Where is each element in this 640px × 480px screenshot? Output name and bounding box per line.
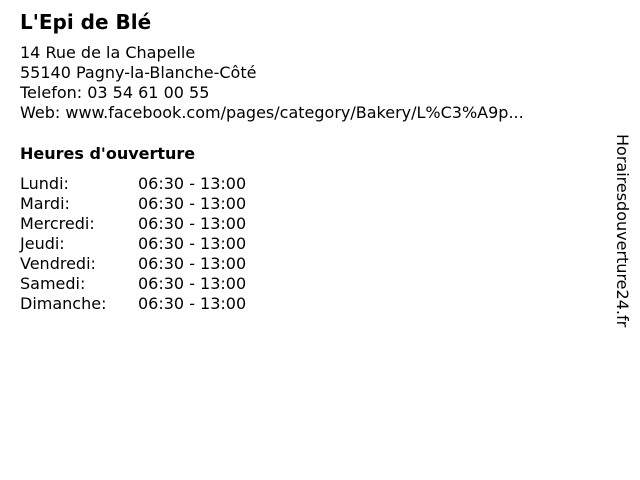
business-info: [20, 43, 580, 123]
day-label: Mercredi:: [20, 214, 95, 233]
hours-row-monday: [20, 174, 246, 194]
hours-row-tuesday: [20, 194, 246, 214]
hours-row-saturday: [20, 274, 246, 294]
opening-hours-table: [20, 174, 246, 314]
street-address: 14 Rue de la Chapelle: [20, 43, 196, 62]
day-label: Samedi:: [20, 274, 86, 293]
day-label: Jeudi:: [20, 234, 65, 253]
day-label: Lundi:: [20, 174, 69, 193]
day-label: Dimanche:: [20, 294, 107, 313]
hours-row-sunday: [20, 294, 246, 314]
time-range: 06:30 - 13:00: [138, 254, 247, 273]
time-range: 06:30 - 13:00: [138, 274, 247, 293]
time-range: 06:30 - 13:00: [138, 174, 247, 193]
hours-row-wednesday: [20, 214, 246, 234]
website-link[interactable]: Web: www.facebook.com/pages/category/Bakery/L%C3%A9p...: [20, 103, 524, 122]
time-range: 06:30 - 13:00: [138, 214, 247, 233]
city-address: 55140 Pagny-la-Blanche-Côté: [20, 63, 257, 82]
hours-row-thursday: [20, 234, 246, 254]
site-watermark: Horairesdouverture24.fr: [613, 134, 632, 328]
time-range: 06:30 - 13:00: [138, 234, 247, 253]
time-range: 06:30 - 13:00: [138, 194, 247, 213]
day-label: Vendredi:: [20, 254, 96, 273]
hours-row-friday: [20, 254, 246, 274]
business-name: L'Epi de Blé: [20, 10, 152, 34]
opening-hours-heading: Heures d'ouverture: [20, 144, 196, 163]
time-range: 06:30 - 13:00: [138, 294, 247, 313]
day-label: Mardi:: [20, 194, 70, 213]
phone-number: Telefon: 03 54 61 00 55: [20, 83, 210, 102]
